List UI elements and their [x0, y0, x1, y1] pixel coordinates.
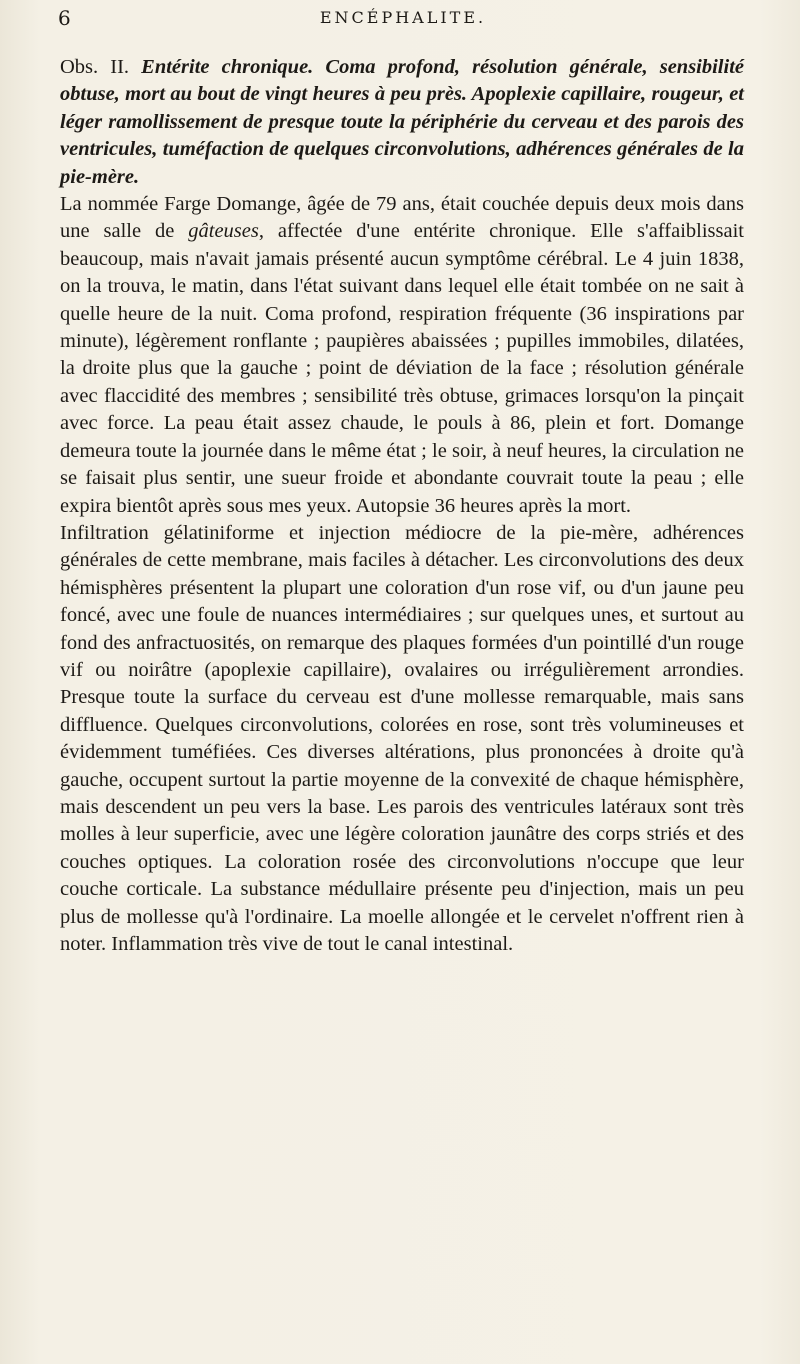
paragraph-text: La nommée Farge Domange, âgée de 79 ans, était couchée depuis deux mois dans une salle de [60, 193, 744, 243]
observation-label: Obs. II. [60, 56, 130, 78]
paragraph-text: , affectée d'une entérite chronique. Elle s'affaiblissait beaucoup, mais n'avait jamais présenté aucun symptôme cérébral. Le 4 juin 1838, on la trouva, le matin, dans l'état suivant dans lequel elle était tombée on ne sait à quelle heure de la nuit. Coma profond, respiration fréquente (36 inspirations par minute), légèrement ronflante ; paupières abaissées ; pupilles immobiles, dilatées, la droite plus que la gauche ; point de déviation de la face ; résolution générale avec flaccidité des membres ; sensibilité très obtuse, grimaces lorsqu'on la pinçait avec force. La peau était assez chaude, le pouls à 86, plein et fort. Domange demeura toute la journée dans le même état ; le soir, à neuf heures, la circulation ne se faisait plus sentir, une sueur froide et abondante couvrait toute la peau ; elle expira bientôt après sous mes yeux. Autopsie 36 heures après la mort. [60, 220, 744, 517]
observation-heading [60, 54, 744, 191]
body-text [60, 54, 744, 958]
observation-summary: Entérite chronique. Coma profond, résolution générale, sensibilité obtuse, mort au bout de vingt heures à peu près. Apoplexie capillaire, rougeur, et léger ramollissement de presque toute la périphérie du cerveau et des parois des ventricules, tuméfaction de quelques circonvolutions, adhérences générales de la pie-mère. [60, 56, 744, 188]
running-head: ENCÉPHALITE. [319, 8, 487, 27]
paragraph-autopsy: Infiltration gélatiniforme et injection médiocre de la pie-mère, adhérences générales de cette membrane, mais faciles à détacher. Les circonvolutions des deux hémisphères présentent la plupart une coloration d'un rose vif, ou d'un jaune peu foncé, avec une foule de nuances intermédiaires ; sur quelques unes, et surtout au fond des anfractuosités, on remarque des plaques formées d'un pointillé d'un rouge vif ou noirâtre (apoplexie capillaire), ovalaires ou irrégulièrement arrondies. Presque toute la surface du cerveau est d'une mollesse remarquable, mais sans diffluence. Quelques circonvolutions, colorées en rose, sont très volumineuses et évidemment tuméfiées. Ces diverses altérations, plus prononcées à droite qu'à gauche, occupent surtout la partie moyenne de la convexité de chaque hémisphère, mais descendent un peu vers la base. Les parois des ventricules latéraux sont très molles à leur superficie, avec une légère coloration jaunâtre des corps striés et des couches optiques. La coloration rosée des circonvolutions n'occupe que leur couche corticale. La substance médullaire présente peu d'injection, mais un peu plus de mollesse qu'à l'ordinaire. La moelle allongée et le cervelet n'offrent rien à noter. Inflammation très vive de tout le canal intestinal. [60, 521, 744, 955]
paragraph-emphasis: gâteuses [188, 220, 259, 243]
paragraph-case-history [60, 191, 744, 520]
page-number: 6 [58, 6, 72, 30]
page-header [58, 6, 748, 34]
